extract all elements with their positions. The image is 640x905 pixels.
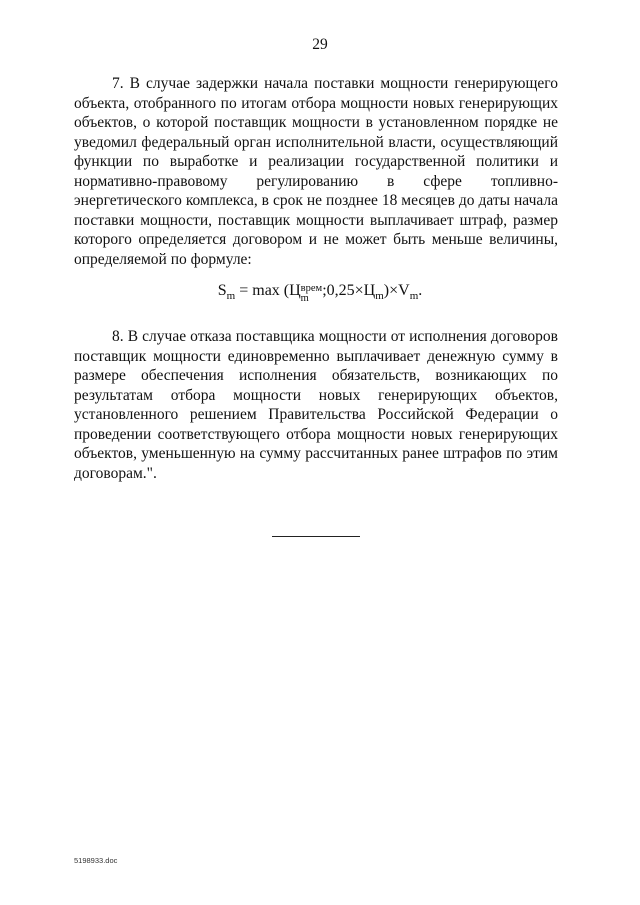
- formula-mid: ;0,25×Ц: [322, 282, 376, 299]
- formula-lhs-sub: m: [226, 290, 236, 302]
- formula-lhs: S: [217, 282, 227, 299]
- formula-sub3: m: [409, 290, 419, 302]
- formula-supsub: [301, 284, 323, 304]
- penalty-formula: [0, 282, 640, 304]
- formula-end: .: [418, 282, 423, 299]
- formula-close: )×V: [383, 282, 410, 299]
- end-divider: [272, 536, 360, 537]
- paragraph-8: 8. В случае отказа поставщика мощности от исполнения договоров поставщик мощности единовременно выплачивает денежную сумму в размере обеспечения исполнения обязательств, возникающих по результатам отбора мощности новых генерирующих объектов, установленного решением Правительства Российской Федерации о проведении соответствующего отбора мощности новых генерирующих объектов, уменьшенную на сумму рассчитанных ранее штрафов по этим договорам.".: [74, 328, 558, 482]
- footer-filename: 5198933.doc: [74, 856, 118, 865]
- formula-sup: врем: [300, 283, 323, 294]
- formula-sub1: m: [300, 293, 309, 304]
- page-number: 29: [312, 36, 328, 53]
- paragraph-7: 7. В случае задержки начала поставки мощности генерирующего объекта, отобранного по итогам отбора мощности новых генерирующих объектов, о которой поставщик мощности в установленном порядке не уведомил федеральный орган исполнительной власти, осуществляющий функции по выработке и реализации государственной политики и нормативно-правовому регулированию в сфере топливно-энергетического комплекса, в срок не позднее 18 месяцев до даты начала поставки мощности, поставщик мощности выплачивает штраф, размер которого определяется договором и не может быть меньше величины, определяемой по формуле:: [74, 75, 558, 268]
- formula-sub2: m: [375, 290, 384, 302]
- formula-eq: = max (Ц: [235, 282, 301, 299]
